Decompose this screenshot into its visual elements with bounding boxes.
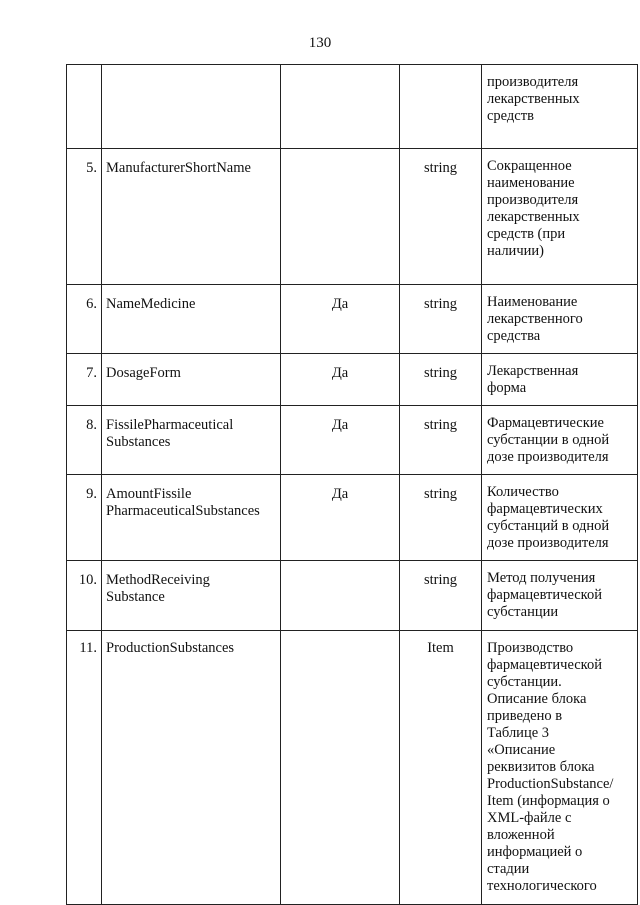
description-line: Item (информация о [487, 793, 610, 809]
field-type: string [400, 561, 482, 631]
required-flag: Да [281, 406, 400, 475]
description-line: средств (при [487, 226, 566, 242]
table-row [67, 285, 638, 354]
field-name-line: MethodReceiving [106, 572, 210, 588]
description-line: реквизитов блока [487, 759, 595, 775]
field-name-line: PharmaceuticalSubstances [106, 503, 260, 519]
field-name-line: FissilePharmaceutical [106, 417, 234, 433]
field-description [482, 561, 638, 631]
field-name: NameMedicine [102, 285, 281, 354]
field-type: string [400, 149, 482, 285]
description-line: информацией о [487, 844, 583, 860]
description-line: наличии) [487, 243, 544, 259]
field-name-line: Substances [106, 434, 171, 450]
description-line: Количество [487, 484, 559, 500]
description-line: Метод получения [487, 570, 596, 586]
field-name: ManufacturerShortName [102, 149, 281, 285]
required-flag [281, 631, 400, 905]
page-number: 130 [308, 35, 332, 51]
required-flag [281, 561, 400, 631]
description-line: субстанции. [487, 674, 562, 690]
required-flag: Да [281, 475, 400, 561]
description-line: «Описание [487, 742, 556, 758]
required-flag [281, 149, 400, 285]
description-line: вложенной [487, 827, 555, 843]
field-name [102, 475, 281, 561]
field-name-line: Substance [106, 589, 165, 605]
description-line: фармацевтической [487, 587, 602, 603]
table-row [67, 561, 638, 631]
field-name [102, 65, 281, 149]
description-line: ProductionSubstance/ [487, 776, 614, 792]
description-line: фармацевтических [487, 501, 603, 517]
description-line: средства [487, 328, 541, 344]
required-flag [281, 65, 400, 149]
description-line: Фармацевтические [487, 415, 604, 431]
description-line: производителя [487, 74, 579, 90]
description-line: субстанций в одной [487, 518, 610, 534]
description-line: лекарственных [487, 209, 580, 225]
description-line: субстанции [487, 604, 559, 620]
row-number [67, 65, 102, 149]
field-type [400, 65, 482, 149]
description-line: Производство [487, 640, 574, 656]
field-name [102, 561, 281, 631]
field-description [482, 354, 638, 406]
description-line: фармацевтической [487, 657, 602, 673]
row-number: 8. [67, 406, 102, 475]
description-line: средств [487, 108, 534, 124]
description-line: XML-файле с [487, 810, 572, 826]
field-name-line: AmountFissile [106, 486, 192, 502]
field-name [102, 406, 281, 475]
row-number: 6. [67, 285, 102, 354]
field-type: string [400, 354, 482, 406]
description-line: приведено в [487, 708, 563, 724]
description-line: форма [487, 380, 527, 396]
row-number: 11. [67, 631, 102, 905]
table-row [67, 354, 638, 406]
required-flag: Да [281, 354, 400, 406]
description-line: технологического [487, 878, 597, 894]
field-description [482, 65, 638, 149]
field-type: string [400, 285, 482, 354]
description-line: Таблице 3 [487, 725, 550, 741]
row-number: 5. [67, 149, 102, 285]
field-type: string [400, 475, 482, 561]
field-name: ProductionSubstances [102, 631, 281, 905]
table-row [67, 149, 638, 285]
field-description [482, 149, 638, 285]
row-number: 9. [67, 475, 102, 561]
description-line: наименование [487, 175, 575, 191]
description-line: стадии [487, 861, 530, 877]
description-line: лекарственного [487, 311, 583, 327]
field-description [482, 631, 638, 905]
requisites-table [66, 64, 638, 905]
table-row [67, 406, 638, 475]
description-line: Лекарственная [487, 363, 579, 379]
required-flag: Да [281, 285, 400, 354]
field-description [482, 285, 638, 354]
field-description [482, 406, 638, 475]
field-type: string [400, 406, 482, 475]
description-line: дозе производителя [487, 449, 609, 465]
description-line: Сокращенное [487, 158, 572, 174]
description-line: дозе производителя [487, 535, 609, 551]
field-description [482, 475, 638, 561]
description-line: Описание блока [487, 691, 587, 707]
description-line: лекарственных [487, 91, 580, 107]
row-number: 7. [67, 354, 102, 406]
description-line: производителя [487, 192, 579, 208]
field-type: Item [400, 631, 482, 905]
description-line: субстанции в одной [487, 432, 610, 448]
field-name: DosageForm [102, 354, 281, 406]
description-line: Наименование [487, 294, 578, 310]
table-row [67, 475, 638, 561]
row-number: 10. [67, 561, 102, 631]
table-row [67, 631, 638, 905]
table-row [67, 65, 638, 149]
